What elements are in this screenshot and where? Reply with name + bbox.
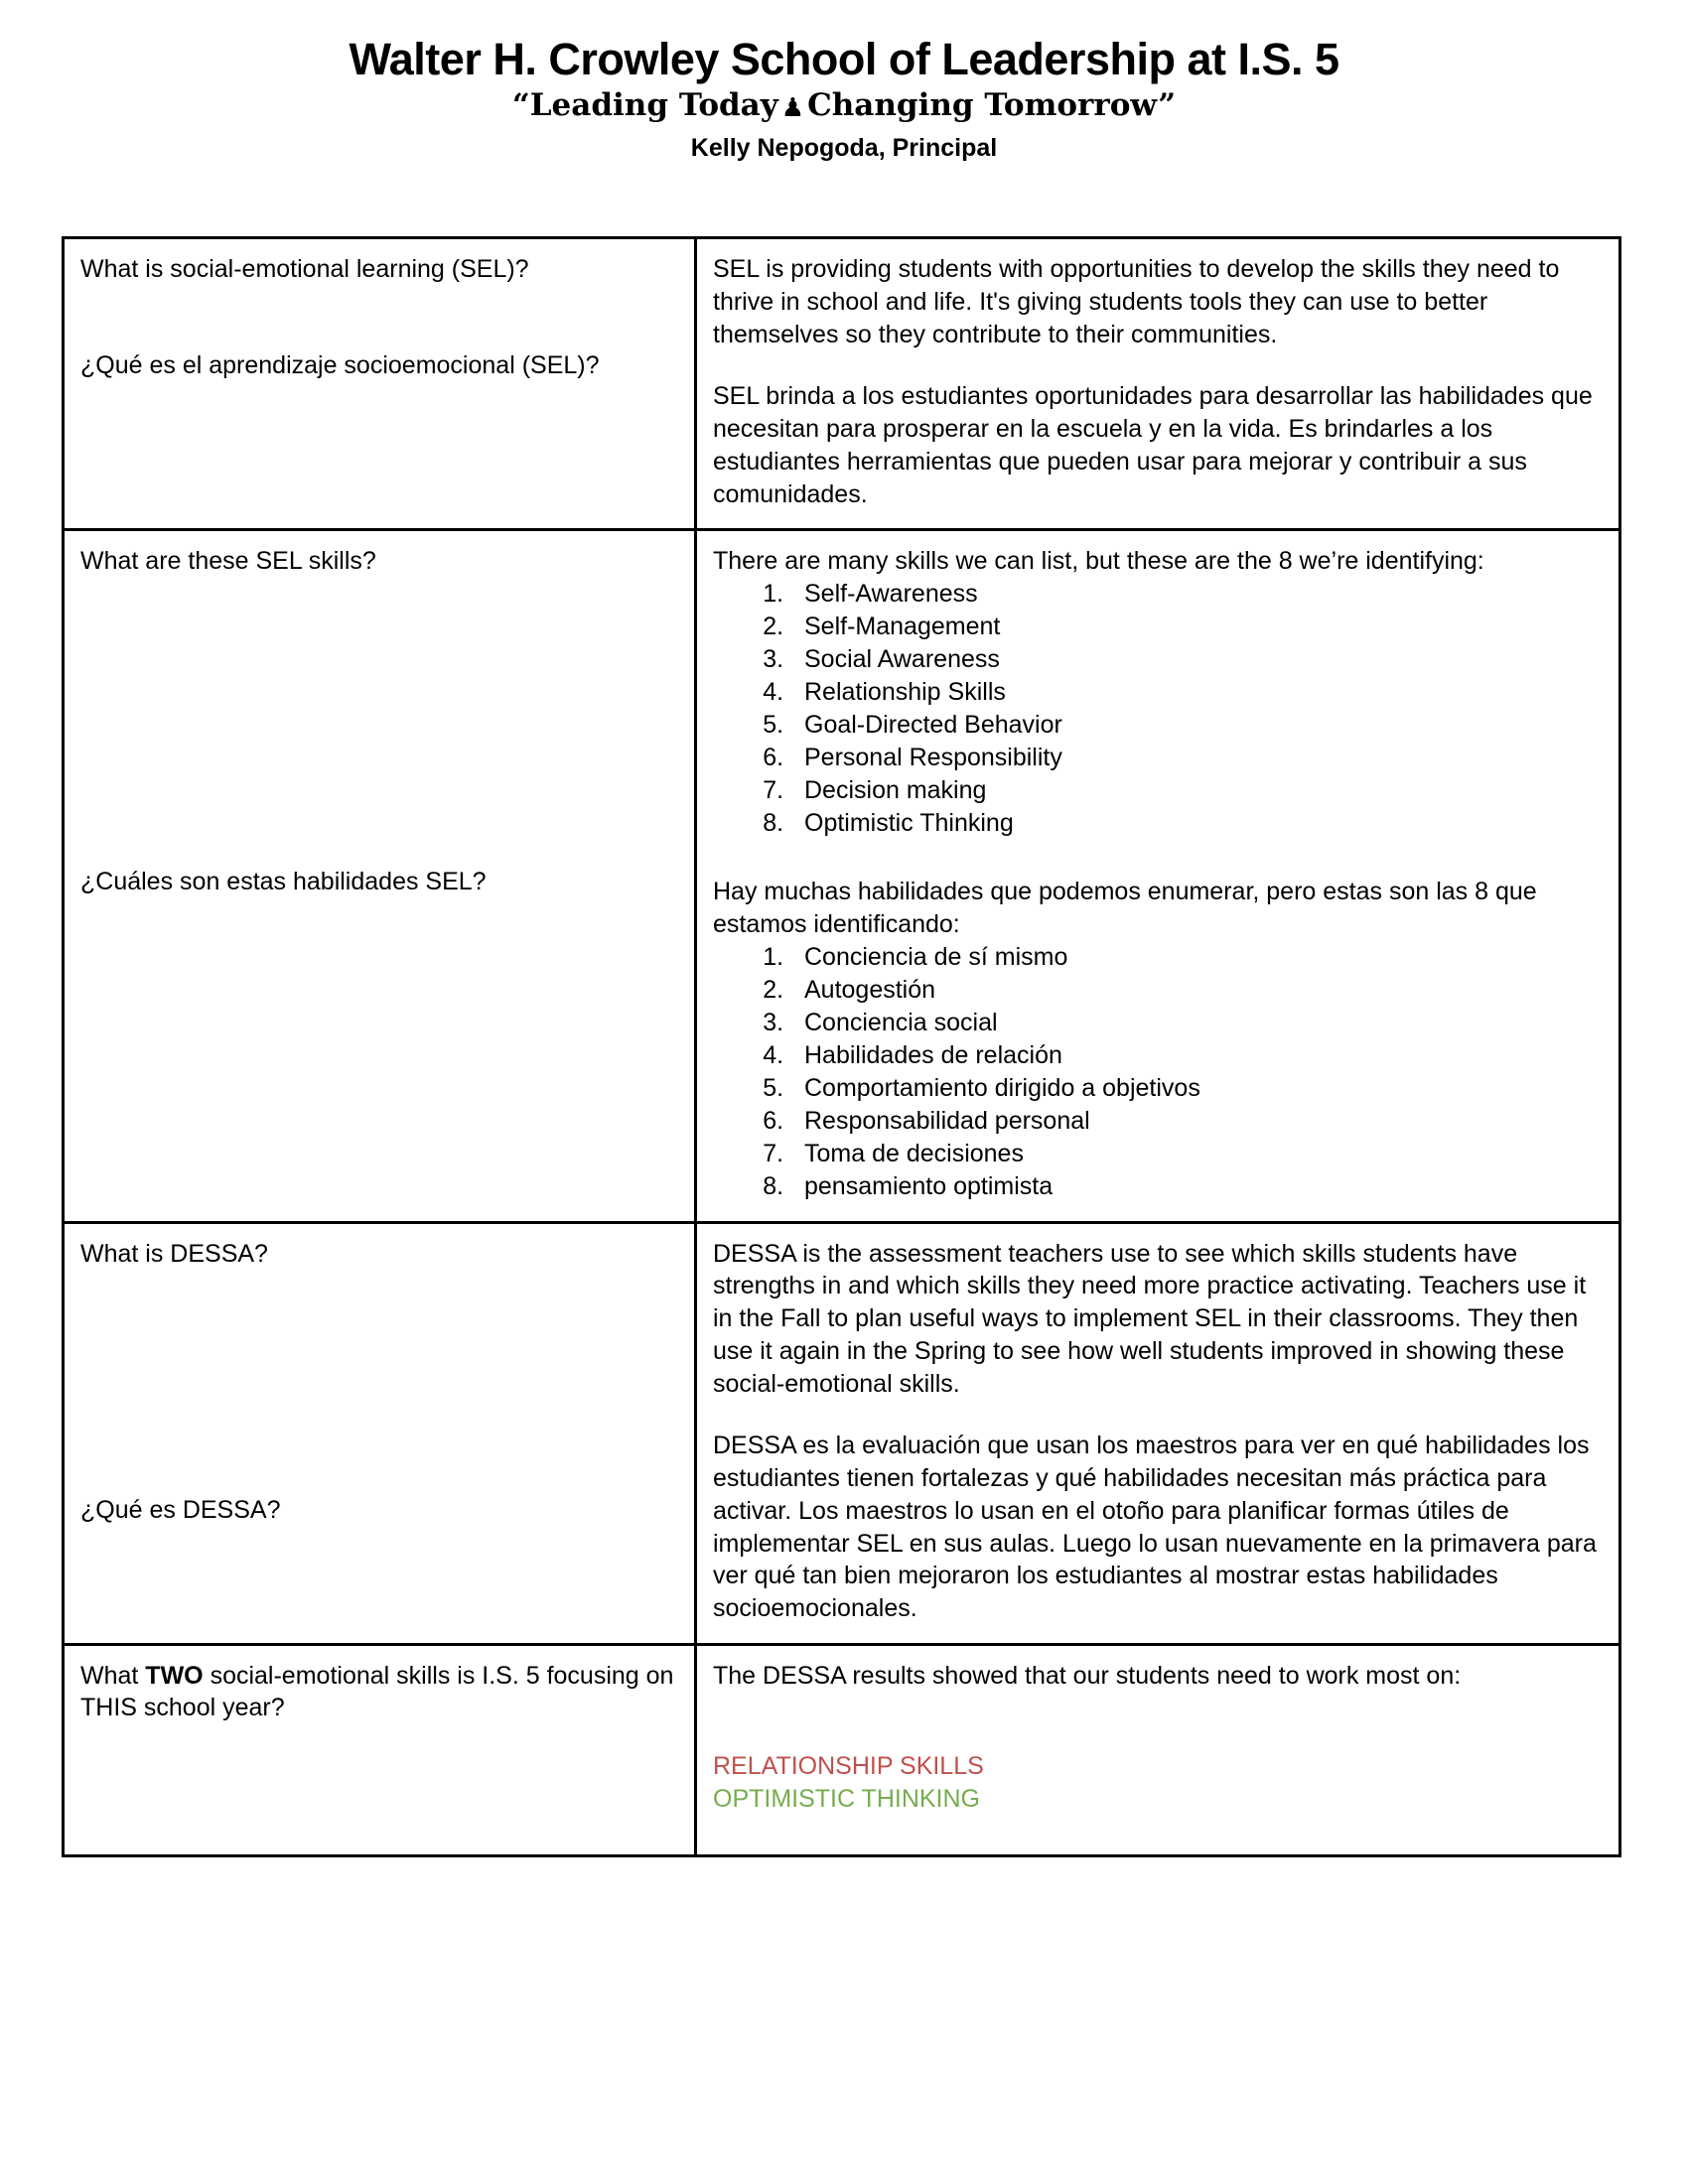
question-focus-part2: social-emotional skills is I.S. 5 focusing on THIS school year? [80,1661,674,1722]
motto-right-text: Changing Tomorrow” [807,87,1177,124]
list-item: 8. pensamiento optimista [790,1170,1603,1203]
question-en-skills: What are these SEL skills? [80,547,376,576]
answer-cell-sel-skills [696,530,1620,1222]
list-item: 1. Conciencia de sí mismo [790,941,1603,974]
sel-skills-list-en [713,578,1603,840]
principal-name: Kelly Nepogoda, Principal [690,134,998,163]
question-es-dessa: ¿Qué es DESSA? [80,1496,281,1524]
list-item: 4. Habilidades de relación [790,1039,1603,1072]
question-cell-focus-skills [64,1644,696,1855]
answer-cell-dessa [696,1222,1620,1644]
chess-pawn-icon: ♟ [780,93,805,124]
list-item: 5. Goal-Directed Behavior [790,709,1603,742]
list-item: 6. Personal Responsibility [790,742,1603,774]
question-en-sel: What is social-emotional learning (SEL)? [80,255,529,283]
answer-en-sel: SEL is providing students with opportunities to develop the skills they need to thrive in school and life. It's giving students tools they can use to better themselves so they contribute to their communities. [713,255,1560,348]
motto-left-text: “Leading Today [511,87,778,124]
answer-en-skills-intro: There are many skills we can list, but these are the 8 we’re identifying: [713,547,1484,576]
table-row [64,238,1620,530]
table-row [64,1644,1620,1855]
list-item: 2. Autogestión [790,974,1603,1007]
answer-es-dessa: DESSA es la evaluación que usan los maestros para ver en qué habilidades los estudiantes tienen fortalezas y qué habilidades necesitan más práctica para activar. Los maestros lo usan en el otoño para planificar formas útiles de implementar SEL en sus aulas. Luego lo usan nuevamente en la primavera para ver qué tan bien mejoraron los estudiantes al mostrar estas habilidades socioemocionales. [713,1432,1597,1622]
question-es-sel: ¿Qué es el aprendizaje socioemocional (SEL)? [80,350,600,379]
list-item: 4. Relationship Skills [790,676,1603,709]
focus-skill-optimistic: OPTIMISTIC THINKING [713,1784,980,1813]
question-focus-skills [80,1660,678,1724]
spacer [80,1270,678,1494]
spacer [713,1693,1603,1750]
list-item: 3. Social Awareness [790,643,1603,676]
list-item: 7. Toma de decisiones [790,1138,1603,1170]
question-es-skills: ¿Cuáles son estas habilidades SEL? [80,867,487,895]
question-focus-emphasis: TWO [145,1661,204,1690]
sel-skills-list-es [713,941,1603,1203]
table-row [64,1222,1620,1644]
question-focus-part1: What [80,1661,146,1690]
answer-es-sel: SEL brinda a los estudiantes oportunidades para desarrollar las habilidades que necesitan para prosperar en la escuela y en la vida. Es brindarles a los estudiantes herramientas que pueden usar para mejorar y contribuir a sus comunidades. [713,382,1593,508]
list-item: 3. Conciencia social [790,1007,1603,1039]
list-item: 7. Decision making [790,774,1603,807]
spacer [80,286,678,349]
list-item: 2. Self-Management [790,611,1603,643]
list-item: 1. Self-Awareness [790,578,1603,611]
list-item: 8. Optimistic Thinking [790,807,1603,840]
document-header [0,0,1688,163]
question-cell-dessa [64,1222,696,1644]
focus-skill-relationship: RELATIONSHIP SKILLS [713,1751,984,1780]
list-item: 6. Responsabilidad personal [790,1105,1603,1138]
spacer [713,840,1603,876]
spacer [80,578,678,866]
question-en-dessa: What is DESSA? [80,1239,268,1268]
answer-cell-sel-definition [696,238,1620,530]
question-cell-sel-definition [64,238,696,530]
answer-en-dessa: DESSA is the assessment teachers use to see which skills students have strengths in and which skills they need more practice activating. Teachers use it in the Fall to plan useful ways to implement SEL in their classrooms. They then use it again in the Spring to see how well students improved in showing these social-emotional skills. [713,1239,1587,1398]
answer-cell-focus-skills [696,1644,1620,1855]
school-title: Walter H. Crowley School of Leadership at I.S. 5 [349,34,1339,84]
answer-es-skills-intro: Hay muchas habilidades que podemos enumerar, pero estas son las 8 que estamos identificando: [713,878,1537,938]
question-cell-sel-skills [64,530,696,1222]
school-motto [0,88,1688,124]
answer-focus-intro: The DESSA results showed that our students need to work most on: [713,1661,1462,1690]
list-item: 5. Comportamiento dirigido a objetivos [790,1072,1603,1105]
faq-table [62,236,1621,1857]
table-row [64,530,1620,1222]
